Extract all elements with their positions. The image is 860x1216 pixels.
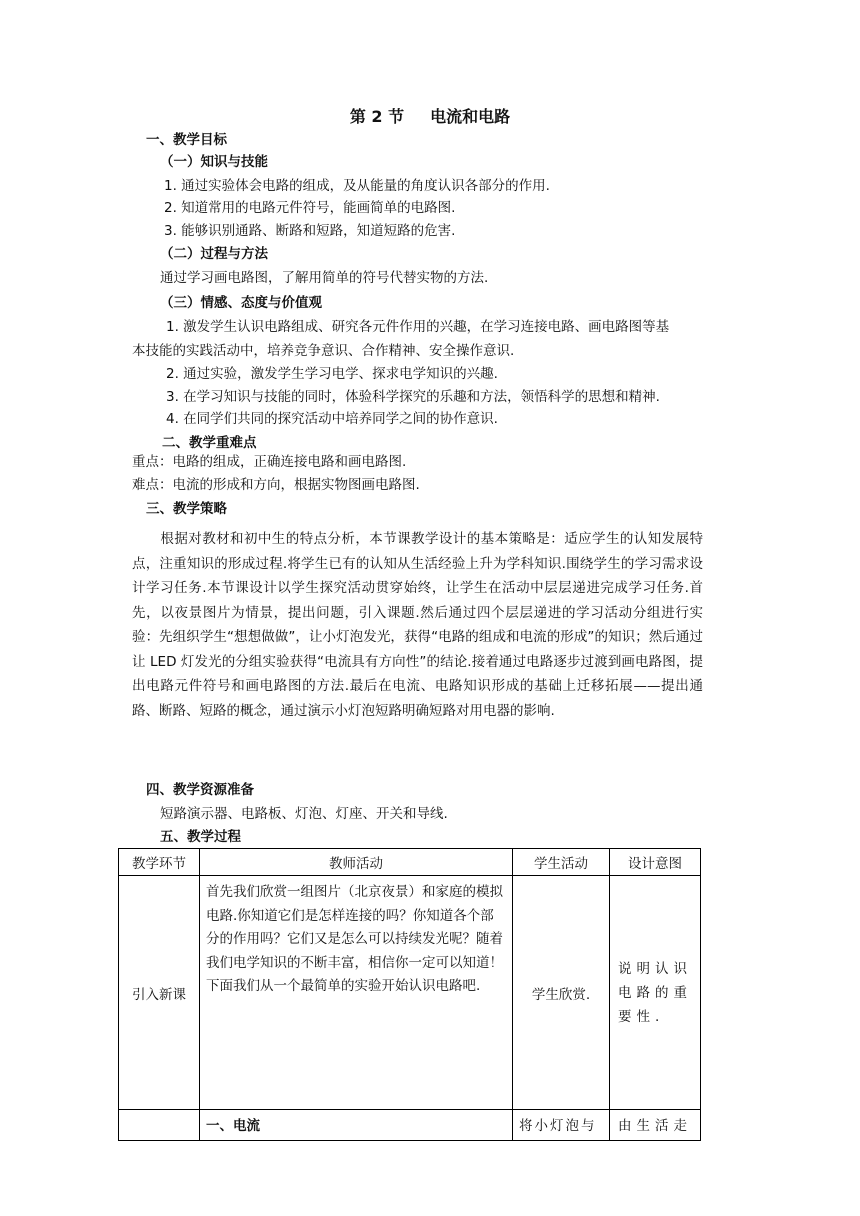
key-point: 重点：电路的组成，正确连接电路和画电路图. [132, 454, 407, 470]
row-design-intent: 说明认识电路的重要性. [610, 876, 701, 1110]
emotion-item-4: 4. 在同学们共同的探究活动中培养同学之间的协作意识. [166, 411, 498, 427]
strategy-paragraph [132, 527, 703, 723]
header-student: 学生活动 [513, 849, 610, 876]
emotion-item-1b: 本技能的实践活动中，培养竞争意识、合作精神、安全操作意识. [132, 343, 515, 359]
strategy-text: 根据对教材和初中生的特点分析，本节课教学设计的基本策略是：适应学生的认知发展特点，注重知识的形成过程.将学生已有的认知从生活经验上升为学科知识.围绕学生的学习需求设计学习任务.本节课设计以学生探究活动贯穿始终，让学生在活动中层层递进完成学习任务.首先，以夜景图片为情景，提出问题，引入课题.然后通过四个层层递进的学习活动分组进行实验：先组织学生“想想做做”，让小灯泡发光，获得“电路的组成和电流的形成”的知识；然后通过让 LED 灯发光的分组实验获得“电流具有方向性”的结论.接着通过电路逐步过渡到画电路图，提出电路元件符号和画电路图的方法.最后在电流、电路知识形成的基础上迁移拓展——提出通路、断路、短路的概念，通过演示小灯泡短路明确短路对用电器的影响. [132, 531, 703, 719]
header-intent: 设计意图 [610, 849, 701, 876]
goal-item-2: 2. 知道常用的电路元件符号，能画简单的电路图. [164, 200, 456, 216]
goal-item-1: 1. 通过实验体会电路的组成，及从能量的角度认识各部分的作用. [164, 178, 550, 194]
emotion-item-1a: 1. 激发学生认识电路组成、研究各元件作用的兴趣，在学习连接电路、画电路图等基 [166, 319, 670, 335]
section-name: 电流和电路 [430, 107, 511, 126]
heading-process-method: （二）过程与方法 [160, 246, 268, 262]
table-header-row [119, 849, 701, 876]
table-row [119, 876, 701, 1110]
heading-emotion-values: （三）情感、态度与价值观 [160, 295, 322, 311]
header-phase: 教学环节 [119, 849, 200, 876]
row-phase [119, 1110, 200, 1141]
goal-item-3: 3. 能够识别通路、断路和短路，知道短路的危害. [164, 223, 456, 239]
emotion-item-2: 2. 通过实验，激发学生学习电学、探求电学知识的兴趣. [166, 366, 498, 382]
difficult-point: 难点：电流的形成和方向，根据实物图画电路图. [132, 477, 420, 493]
row-phase: 引入新课 [119, 876, 200, 1110]
heading-teaching-goals: 一、教学目标 [146, 132, 227, 148]
page-title [0, 104, 860, 127]
emotion-item-3: 3. 在学习知识与技能的同时，体验科学探究的乐趣和方法，领悟科学的思想和精神. [166, 389, 660, 405]
row-teacher-activity: 一、电流 [200, 1110, 513, 1141]
process-table [118, 848, 701, 1141]
row-student-activity: 将小灯泡与 [513, 1110, 610, 1141]
resources-text: 短路演示器、电路板、灯泡、灯座、开关和导线. [160, 806, 448, 822]
heading-resources: 四、教学资源准备 [146, 782, 254, 798]
heading-key-difficult: 二、教学重难点 [162, 435, 257, 451]
table-row [119, 1110, 701, 1141]
row-teacher-activity: 首先我们欣赏一组图片（北京夜景）和家庭的模拟电路.你知道它们是怎样连接的吗？你知道各个部分的作用吗？它们又是怎么可以持续发光呢？随着我们电学知识的不断丰富，相信你一定可以知道！下面我们从一个最简单的实验开始认识电路吧. [200, 876, 513, 1110]
header-teacher: 教师活动 [200, 849, 513, 876]
row-design-intent: 由生活走 [610, 1110, 701, 1141]
section-number: 第 2 节 [349, 107, 405, 126]
process-method-text: 通过学习画电路图，了解用简单的符号代替实物的方法. [160, 270, 489, 286]
heading-teaching-process: 五、教学过程 [160, 829, 241, 845]
row-student-activity: 学生欣赏. [513, 876, 610, 1110]
heading-teaching-strategy: 三、教学策略 [146, 501, 227, 517]
heading-knowledge-skills: （一）知识与技能 [160, 154, 268, 170]
